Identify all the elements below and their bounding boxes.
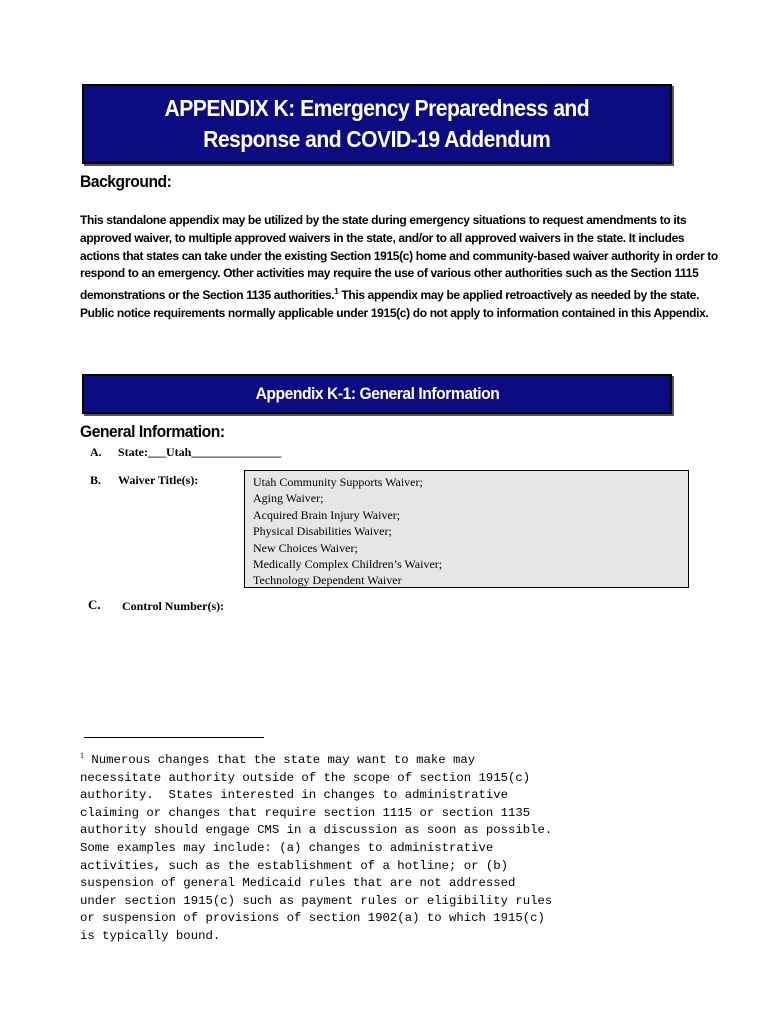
appendix-title-banner [82,84,672,164]
footnote-marker: 1 [80,751,84,760]
section-k1-banner [82,374,672,414]
control-number-label: Control Number(s): [122,599,225,613]
state-value: ___Utah_______________ [148,445,282,459]
footnote-text: Numerous changes that the state may want to make may necessitate authority outside of the scope of section 1915(c) authority. States interested in changes to administrative claiming or changes that require section 1115 or section 1135 authority should engage CMS in a discussion as soon as possible. Some examples may include: (a) changes to administrative activities, such as the establishment of a hotline; or (b) suspension of general Medicaid rules that are not addressed under section 1915(c) such as payment rules or eligibility rules or suspension of provisions of section 1902(a) to which 1915(c) is typically bound. [80,753,553,944]
item-a-marker: A. [90,445,102,459]
waiver-title-item: Aging Waiver; [253,491,324,506]
waiver-title-item: Acquired Brain Injury Waiver; [253,507,401,522]
waiver-title-item: New Choices Waiver; [253,540,358,555]
waiver-titles-field [244,470,689,588]
item-c-marker: C. [88,597,101,612]
waiver-title-item: Technology Dependent Waiver [253,573,402,588]
state-label: State: [118,445,148,459]
title-line-2: Response and COVID-19 Addendum [203,126,551,152]
background-text-part2: This appendix may be applied retroactively as needed by the state. Public notice requirements normally applicable under 1915(c) do not apply to information contained in this Appendix. [80,288,709,320]
waiver-title-item: Utah Community Supports Waiver; [253,475,423,489]
background-text-part1: This standalone appendix may be utilized by the state during emergency situations to request amendments to its approved waiver, to multiple approved waivers in the state, and/or to all approved waivers in the state. It includes actions that states can take under the existing Section 1915(c) home and community-based waiver authority in order to respond to an emergency. Other activities may require the use of various other authorities such as the Section 1115 demonstrations or the Section 1135 authorities. [80,213,718,303]
waiver-title-label: Waiver Title(s): [118,473,199,487]
item-b-marker: B. [90,473,102,487]
waiver-title-item: Physical Disabilities Waiver; [253,524,392,539]
general-info-heading: General Information: [80,422,225,441]
title-line-1: APPENDIX K: Emergency Preparedness and [164,95,590,121]
footnote [80,747,750,946]
background-paragraph [80,212,720,323]
section-k1-heading: Appendix K-1: General Information [255,384,499,403]
waiver-titles-list [253,474,442,589]
footnote-separator [84,737,264,738]
footnote-reference[interactable]: 1 [334,287,339,297]
item-a-row [118,445,281,460]
waiver-title-item: Medically Complex Children’s Waiver; [253,557,443,572]
background-heading: Background: [80,172,172,191]
